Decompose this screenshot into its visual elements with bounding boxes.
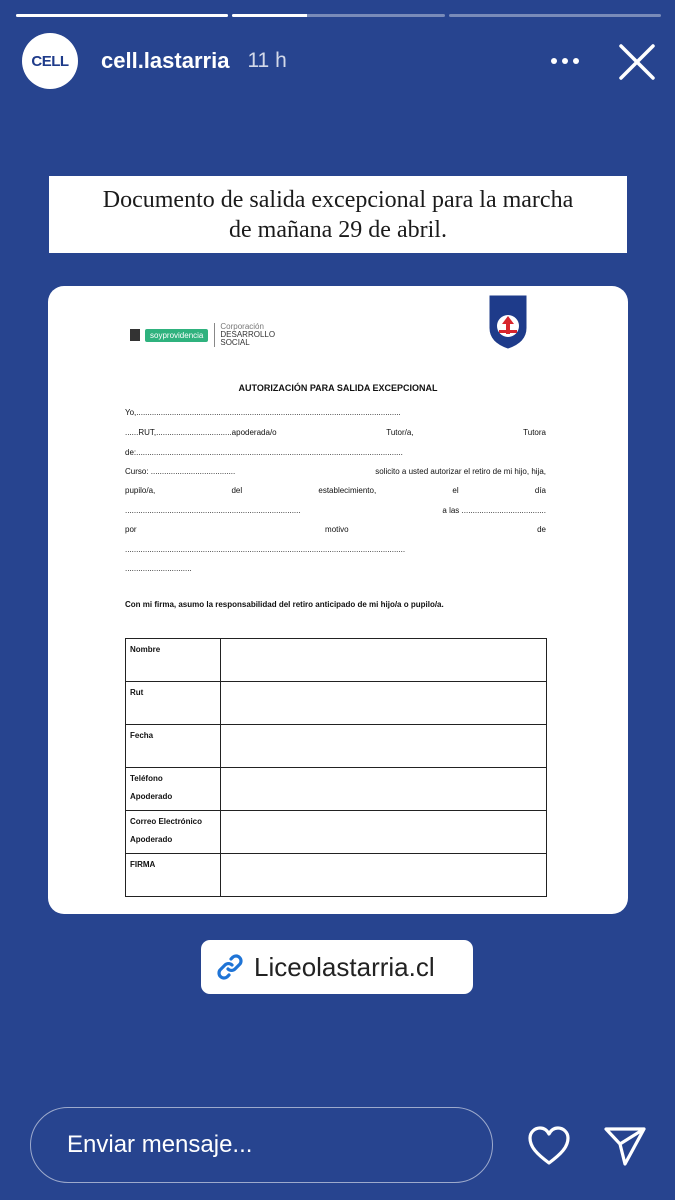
table-row-label: Correo Electrónico Apoderado [126, 811, 221, 854]
doc-line-7a: por [125, 525, 137, 534]
doc-line-5c: establecimiento, [318, 486, 377, 495]
story-caption [49, 176, 627, 253]
table-row [126, 682, 547, 725]
doc-line-6b: a las ...................................... [442, 506, 546, 515]
providencia-badge: soyprovidencia [145, 329, 208, 342]
send-button[interactable] [603, 1124, 647, 1168]
municipality-icon [130, 329, 140, 341]
doc-line-7 [125, 525, 546, 534]
liceo-crest-icon [488, 294, 528, 350]
progress-segment-2 [232, 14, 444, 17]
more-options-button[interactable] [547, 46, 583, 76]
progress-segment-1 [16, 14, 228, 17]
doc-line-5 [125, 486, 546, 495]
doc-line-5a: pupilo/a, [125, 486, 156, 495]
document-card [48, 286, 628, 914]
table-row-value [221, 682, 547, 725]
doc-line-2c: Tutora [523, 428, 546, 437]
doc-line-2a: ......RUT,..................................apoderada/o [125, 428, 277, 437]
post-time: 11 h [247, 49, 287, 72]
close-button[interactable] [615, 40, 659, 84]
doc-line-4b: solicito a usted autorizar el retiro de mi hijo, hija, [375, 467, 546, 476]
story-header [22, 32, 659, 90]
doc-line-6a: ............................................................................... [125, 506, 301, 515]
link-text: Liceolastarria.cl [254, 951, 435, 982]
doc-line-7b: motivo [325, 525, 349, 534]
logo-divider [214, 323, 215, 347]
table-row [126, 811, 547, 854]
table-row-value [221, 768, 547, 811]
document-logos [130, 320, 275, 350]
doc-line-7c: de [537, 525, 546, 534]
doc-line-8: .............................................................................................................................. [125, 545, 406, 554]
document-title: AUTORIZACIÓN PARA SALIDA EXCEPCIONAL [238, 383, 438, 393]
doc-line-6 [125, 506, 546, 515]
corp-line-2: DESARROLLO [220, 330, 276, 339]
table-row-label: FIRMA [126, 854, 221, 897]
table-row [126, 768, 547, 811]
doc-line-5b: del [231, 486, 243, 495]
progress-segment-3 [449, 14, 661, 17]
avatar[interactable] [22, 33, 78, 89]
close-icon [615, 40, 659, 84]
doc-line-5d: el [452, 486, 459, 495]
table-row [126, 639, 547, 682]
heart-icon [527, 1125, 571, 1167]
corporation-logo [220, 323, 275, 347]
avatar-logo-text: CELL [31, 52, 69, 70]
table-row [126, 854, 547, 897]
message-placeholder: Enviar mensaje... [67, 1131, 253, 1158]
table-row-label: Fecha [126, 725, 221, 768]
table-row-value [221, 854, 547, 897]
table-row [126, 725, 547, 768]
doc-line-1: Yo,....................................................................................................................... [125, 408, 401, 417]
doc-line-2b: Tutor/a, [386, 428, 414, 437]
table-row-label: Nombre [126, 639, 221, 682]
table-row-label: Teléfono Apoderado [126, 768, 221, 811]
story-progress [16, 14, 661, 18]
corp-line-1: Corporación [220, 322, 264, 331]
doc-line-4a: Curso: ...................................... [125, 467, 236, 476]
caption-text: Documento de salida excepcional para la marcha de mañana 29 de abril. [102, 186, 574, 243]
link-sticker[interactable] [201, 940, 473, 994]
ellipsis-icon [550, 57, 580, 65]
table-row-value [221, 639, 547, 682]
table-row-value [221, 811, 547, 854]
doc-line-2 [125, 428, 546, 437]
doc-line-4 [125, 467, 546, 476]
doc-line-5e: día [534, 486, 546, 495]
send-icon [603, 1124, 647, 1168]
like-button[interactable] [527, 1125, 571, 1167]
doc-line-3: de:........................................................................................................................ [125, 448, 403, 457]
message-input[interactable] [30, 1107, 493, 1183]
table-row-label: Rut [126, 682, 221, 725]
link-icon [214, 951, 246, 983]
table-row-value [221, 725, 547, 768]
signature-table [125, 638, 547, 897]
document-statement: Con mi firma, asumo la responsabilidad del retiro anticipado de mi hijo/a o pupilo/a. [125, 600, 444, 609]
username[interactable]: cell.lastarria [101, 48, 230, 73]
doc-line-9: .............................. [125, 564, 192, 573]
corp-line-3: SOCIAL [220, 338, 250, 347]
